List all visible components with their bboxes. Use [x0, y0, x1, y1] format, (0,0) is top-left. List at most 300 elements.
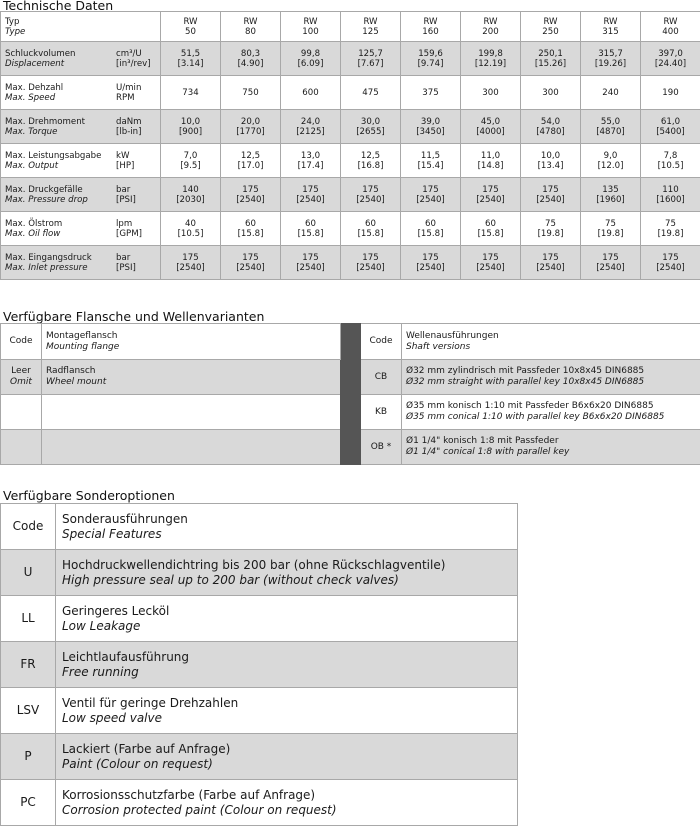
option-desc-en: High pressure seal up to 200 bar (without check valves): [62, 572, 399, 587]
unit-imperial: [PSI]: [116, 262, 136, 273]
spec-name-en: Max. Torque: [5, 126, 58, 137]
value-imperial: [2540]: [356, 262, 385, 273]
flange-desc-cell: [42, 430, 341, 465]
spec-value-cell: [281, 76, 341, 110]
value-metric: 175: [362, 184, 379, 195]
value-imperial: [7.67]: [357, 58, 384, 69]
tech-header-row: [1, 12, 700, 42]
value-metric: 159,6: [418, 48, 443, 59]
value-metric: 13,0: [300, 150, 321, 161]
value-imperial: [17.4]: [297, 160, 324, 171]
flange-header-en: Mounting flange: [46, 341, 120, 352]
option-desc-de: Hochdruckwellendichtring bis 200 bar (ohne Rückschlagventile): [62, 557, 446, 572]
value-imperial: [24.40]: [654, 58, 687, 69]
value-metric: 12,5: [240, 150, 261, 161]
spec-value-cell: [641, 76, 700, 110]
value-metric: 175: [482, 184, 499, 195]
spec-name-de: Max. Eingangsdruck: [5, 252, 92, 263]
value-imperial: [12.19]: [474, 58, 507, 69]
unit-metric: daNm: [116, 116, 142, 127]
value-metric: 397,0: [658, 48, 683, 59]
value-imperial: [2540]: [236, 262, 265, 273]
value-imperial: [2540]: [416, 194, 445, 205]
value-metric: 375: [422, 87, 439, 98]
spec-value-cell: [161, 178, 221, 212]
spec-name-en: Displacement: [5, 58, 65, 69]
value-metric: 7,0: [183, 150, 198, 161]
flange-code-cell: [1, 430, 42, 465]
model-series: RW: [363, 16, 378, 27]
value-imperial: [2540]: [536, 194, 565, 205]
spec-value-cell: [461, 144, 521, 178]
spec-value-cell: [161, 42, 221, 76]
spec-value-cell: [221, 110, 281, 144]
option-desc-en: Corrosion protected paint (Colour on request): [62, 802, 337, 817]
table-row: [1, 110, 700, 144]
table-row: [1, 42, 700, 76]
shaft-desc-en: Ø1 1/4" conical 1:8 with parallel key: [406, 447, 570, 457]
value-metric: 60: [365, 218, 376, 229]
model-size: 400: [662, 26, 679, 37]
unit-imperial: [lb-in]: [116, 126, 142, 137]
shaft-code-cell: [361, 360, 402, 395]
spec-value-cell: [401, 212, 461, 246]
value-metric: 45,0: [480, 116, 501, 127]
value-metric: 99,8: [300, 48, 321, 59]
value-imperial: [15.4]: [417, 160, 444, 171]
flange-desc-en: Wheel mount: [46, 377, 107, 387]
table-row: [1, 734, 518, 780]
option-code-cell: [1, 688, 56, 734]
option-code: P: [24, 749, 32, 763]
option-code-cell: [1, 780, 56, 826]
spec-value-cell: [581, 212, 641, 246]
spec-value-cell: [281, 144, 341, 178]
special-options-title: Verfügbare Sonderoptionen: [3, 488, 175, 503]
value-imperial: [1770]: [236, 126, 265, 137]
value-metric: 300: [482, 87, 499, 98]
spec-value-cell: [521, 178, 581, 212]
spec-label-cell: [1, 178, 161, 212]
options-header: [56, 504, 518, 550]
spec-value-cell: [221, 76, 281, 110]
value-metric: 175: [182, 252, 199, 263]
value-imperial: [1600]: [656, 194, 685, 205]
table-row: [1, 246, 700, 280]
value-imperial: [2540]: [656, 262, 685, 273]
flange-header-de: Montageflansch: [46, 330, 118, 341]
table-row: [1, 144, 700, 178]
spec-value-cell: [221, 144, 281, 178]
value-imperial: [3.14]: [177, 58, 204, 69]
value-imperial: [5400]: [656, 126, 685, 137]
value-imperial: [2655]: [356, 126, 385, 137]
options-code-header: [1, 504, 56, 550]
value-metric: 315,7: [598, 48, 623, 59]
value-metric: 20,0: [240, 116, 261, 127]
shaft-code-cell: [361, 395, 402, 430]
value-metric: 60: [305, 218, 316, 229]
model-size: 250: [542, 26, 559, 37]
option-desc-en: Paint (Colour on request): [62, 756, 213, 771]
flange-desc-cell: [42, 360, 341, 395]
value-metric: 51,5: [180, 48, 201, 59]
value-imperial: [19.8]: [537, 228, 564, 239]
spec-value-cell: [521, 42, 581, 76]
value-metric: 39,0: [420, 116, 441, 127]
model-header-cell: [161, 12, 221, 42]
value-metric: 60: [425, 218, 436, 229]
value-imperial: [2540]: [476, 194, 505, 205]
option-desc-de: Korrosionsschutzfarbe (Farbe auf Anfrage): [62, 787, 316, 802]
model-size: 315: [602, 26, 619, 37]
spec-value-cell: [461, 42, 521, 76]
value-metric: 60: [245, 218, 256, 229]
spec-name-en: Max. Speed: [5, 92, 56, 103]
option-desc-en: Low speed valve: [62, 710, 162, 725]
spec-value-cell: [461, 212, 521, 246]
value-metric: 125,7: [358, 48, 383, 59]
spec-value-cell: [461, 246, 521, 280]
model-header-cell: [641, 12, 700, 42]
spec-value-cell: [521, 76, 581, 110]
value-metric: 135: [602, 184, 619, 195]
spec-value-cell: [401, 246, 461, 280]
table-row: [1, 688, 518, 734]
value-metric: 300: [542, 87, 559, 98]
model-series: RW: [603, 16, 618, 27]
unit-imperial: [HP]: [116, 160, 135, 171]
spec-value-cell: [401, 110, 461, 144]
value-imperial: [19.26]: [594, 58, 627, 69]
value-metric: 250,1: [538, 48, 563, 59]
flange-code-header: [1, 324, 42, 360]
option-desc-de: Ventil für geringe Drehzahlen: [62, 695, 239, 710]
spec-value-cell: [521, 110, 581, 144]
value-metric: 175: [302, 252, 319, 263]
value-metric: 175: [422, 184, 439, 195]
spec-value-cell: [281, 42, 341, 76]
model-header-cell: [521, 12, 581, 42]
spec-value-cell: [581, 144, 641, 178]
options-header-row: [1, 504, 518, 550]
option-desc-de: Geringeres Lecköl: [62, 603, 170, 618]
option-desc-de: Leichtlaufausführung: [62, 649, 190, 664]
value-metric: 175: [542, 184, 559, 195]
value-metric: 40: [185, 218, 196, 229]
column-separator: [341, 324, 361, 465]
model-header-cell: [341, 12, 401, 42]
unit-metric: bar: [116, 252, 131, 263]
spec-value-cell: [341, 246, 401, 280]
value-metric: 175: [242, 252, 259, 263]
spec-name-de: Max. Druckgefälle: [5, 184, 83, 195]
spec-value-cell: [221, 178, 281, 212]
option-code: PC: [20, 795, 36, 809]
value-metric: 9,0: [603, 150, 618, 161]
table-row: [1, 212, 700, 246]
model-header-cell: [221, 12, 281, 42]
value-imperial: [10.5]: [657, 160, 684, 171]
model-header-cell: [581, 12, 641, 42]
value-imperial: [14.8]: [477, 160, 504, 171]
spec-value-cell: [461, 110, 521, 144]
model-series: RW: [183, 16, 198, 27]
value-metric: 7,8: [663, 150, 678, 161]
spec-value-cell: [461, 178, 521, 212]
option-desc-cell: [56, 642, 518, 688]
option-desc-cell: [56, 780, 518, 826]
value-metric: 75: [605, 218, 616, 229]
value-imperial: [4000]: [476, 126, 505, 137]
value-metric: 750: [242, 87, 259, 98]
option-desc-de: Lackiert (Farbe auf Anfrage): [62, 741, 231, 756]
spec-value-cell: [581, 76, 641, 110]
spec-name-en: Max. Oil flow: [5, 228, 61, 239]
unit-metric: cm³/U: [116, 48, 142, 59]
special-options-table: [0, 503, 518, 826]
value-imperial: [2540]: [236, 194, 265, 205]
option-code: FR: [20, 657, 36, 671]
spec-value-cell: [641, 110, 700, 144]
model-size: 100: [302, 26, 319, 37]
value-metric: 175: [542, 252, 559, 263]
flange-desc-de: Radflansch: [46, 366, 96, 376]
option-desc-en: Free running: [62, 664, 139, 679]
spec-value-cell: [521, 246, 581, 280]
value-imperial: [6.09]: [297, 58, 324, 69]
model-size: 125: [362, 26, 379, 37]
value-imperial: [2540]: [176, 262, 205, 273]
spec-value-cell: [281, 246, 341, 280]
spec-value-cell: [161, 212, 221, 246]
spec-value-cell: [581, 42, 641, 76]
option-code: LSV: [16, 703, 40, 717]
value-imperial: [12.0]: [597, 160, 624, 171]
spec-value-cell: [161, 144, 221, 178]
spec-value-cell: [641, 212, 700, 246]
spec-value-cell: [401, 42, 461, 76]
type-label-en: Type: [5, 26, 26, 37]
flange-shaft-table: [0, 323, 700, 465]
spec-value-cell: [641, 246, 700, 280]
value-imperial: [4870]: [596, 126, 625, 137]
value-imperial: [4780]: [536, 126, 565, 137]
value-metric: 30,0: [360, 116, 381, 127]
table-row: [1, 642, 518, 688]
spec-value-cell: [521, 144, 581, 178]
shaft-header: [402, 324, 700, 360]
spec-value-cell: [401, 144, 461, 178]
shaft-header-en: Shaft versions: [406, 341, 471, 352]
value-imperial: [2540]: [296, 262, 325, 273]
flange-header: [42, 324, 341, 360]
code-header-label: Code: [9, 336, 33, 346]
spec-value-cell: [461, 76, 521, 110]
value-metric: 175: [602, 252, 619, 263]
spec-name-en: Max. Pressure drop: [5, 194, 88, 205]
spec-value-cell: [581, 178, 641, 212]
value-metric: 734: [182, 87, 199, 98]
value-imperial: [15.8]: [417, 228, 444, 239]
flange-header-row: [1, 324, 700, 360]
flange-code-en: Omit: [10, 377, 32, 387]
value-metric: 24,0: [300, 116, 321, 127]
model-header-cell: [401, 12, 461, 42]
option-code-cell: [1, 550, 56, 596]
value-imperial: [19.8]: [657, 228, 684, 239]
value-metric: 55,0: [600, 116, 621, 127]
value-metric: 12,5: [360, 150, 381, 161]
spec-name-de: Max. Leistungsabgabe: [5, 150, 102, 161]
spec-value-cell: [341, 110, 401, 144]
shaft-code: OB *: [370, 441, 392, 452]
spec-name-en: Max. Output: [5, 160, 59, 171]
spec-value-cell: [341, 212, 401, 246]
model-series: RW: [423, 16, 438, 27]
flange-code-cell: [1, 395, 42, 430]
value-metric: 61,0: [660, 116, 681, 127]
shaft-desc-en: Ø35 mm conical 1:10 with parallel key B6x6x20 DIN6885: [406, 412, 665, 422]
model-header-cell: [281, 12, 341, 42]
spec-value-cell: [281, 178, 341, 212]
value-imperial: [2540]: [416, 262, 445, 273]
table-row: [1, 596, 518, 642]
shaft-code-header: [361, 324, 402, 360]
model-series: RW: [303, 16, 318, 27]
value-metric: 240: [602, 87, 619, 98]
option-code-cell: [1, 734, 56, 780]
spec-value-cell: [641, 144, 700, 178]
option-code-cell: [1, 642, 56, 688]
type-label-cell: [1, 12, 161, 42]
code-header-label: Code: [12, 519, 44, 533]
value-imperial: [2540]: [536, 262, 565, 273]
value-metric: 54,0: [540, 116, 561, 127]
spec-name-en: Max. Inlet pressure: [5, 262, 88, 273]
shaft-desc-en: Ø32 mm straight with parallel key 10x8x45 DIN6885: [406, 377, 645, 387]
value-imperial: [2540]: [476, 262, 505, 273]
spec-name-de: Max. Dehzahl: [5, 82, 64, 93]
value-imperial: [2125]: [296, 126, 325, 137]
shaft-desc-de: Ø32 mm zylindrisch mit Passfeder 10x8x45 DIN6885: [406, 366, 645, 376]
value-imperial: [2540]: [356, 194, 385, 205]
flange-shaft-title: Verfügbare Flansche und Wellenvarianten: [3, 309, 265, 324]
option-code: LL: [21, 611, 35, 625]
value-imperial: [4.90]: [237, 58, 264, 69]
value-imperial: [10.5]: [177, 228, 204, 239]
value-imperial: [9.5]: [180, 160, 201, 171]
spec-value-cell: [341, 178, 401, 212]
value-imperial: [15.8]: [237, 228, 264, 239]
option-code-cell: [1, 596, 56, 642]
model-size: 200: [482, 26, 499, 37]
flange-code-cell: [1, 360, 42, 395]
unit-imperial: [PSI]: [116, 194, 136, 205]
type-label-de: Typ: [5, 16, 20, 27]
shaft-header-de: Wellenausführungen: [406, 330, 499, 341]
value-imperial: [1960]: [596, 194, 625, 205]
value-metric: 175: [362, 252, 379, 263]
unit-imperial: [in³/rev]: [116, 58, 151, 69]
flange-code-de: Leer: [11, 366, 31, 376]
value-metric: 175: [422, 252, 439, 263]
value-imperial: [15.26]: [534, 58, 567, 69]
value-imperial: [15.8]: [477, 228, 504, 239]
spec-value-cell: [281, 212, 341, 246]
value-imperial: [15.8]: [297, 228, 324, 239]
options-header-de: Sonderausführungen: [62, 511, 188, 526]
value-metric: 110: [662, 184, 679, 195]
value-metric: 600: [302, 87, 319, 98]
option-desc-en: Low Leakage: [62, 618, 141, 633]
value-metric: 175: [242, 184, 259, 195]
spec-label-cell: [1, 42, 161, 76]
spec-value-cell: [581, 246, 641, 280]
value-metric: 175: [482, 252, 499, 263]
spec-value-cell: [401, 178, 461, 212]
table-row: [1, 780, 518, 826]
value-imperial: [2030]: [176, 194, 205, 205]
tech-data-title: Technische Daten: [3, 0, 114, 13]
model-size: 80: [245, 26, 256, 37]
option-desc-cell: [56, 688, 518, 734]
shaft-code: CB: [374, 371, 388, 382]
model-size: 160: [422, 26, 439, 37]
value-metric: 140: [182, 184, 199, 195]
model-series: RW: [543, 16, 558, 27]
spec-label-cell: [1, 110, 161, 144]
value-metric: 475: [362, 87, 379, 98]
option-desc-cell: [56, 734, 518, 780]
value-imperial: [16.8]: [357, 160, 384, 171]
shaft-desc-de: Ø35 mm konisch 1:10 mit Passfeder B6x6x20 DIN6885: [406, 401, 654, 411]
value-metric: 199,8: [478, 48, 503, 59]
shaft-desc-cell: [402, 360, 700, 395]
unit-imperial: RPM: [116, 92, 135, 103]
value-imperial: [17.0]: [237, 160, 264, 171]
option-code: U: [23, 565, 33, 579]
model-size: 50: [185, 26, 196, 37]
value-metric: 11,5: [420, 150, 441, 161]
value-imperial: [13.4]: [537, 160, 564, 171]
value-metric: 11,0: [480, 150, 501, 161]
value-metric: 10,0: [180, 116, 201, 127]
value-metric: 75: [545, 218, 556, 229]
model-series: RW: [483, 16, 498, 27]
model-header-cell: [461, 12, 521, 42]
spec-value-cell: [161, 76, 221, 110]
spec-name-de: Schluckvolumen: [5, 48, 76, 59]
spec-value-cell: [401, 76, 461, 110]
spec-value-cell: [161, 110, 221, 144]
spec-name-de: Max. Ölstrom: [5, 218, 63, 229]
unit-metric: lpm: [116, 218, 133, 229]
value-imperial: [15.8]: [357, 228, 384, 239]
value-imperial: [2540]: [596, 262, 625, 273]
value-imperial: [2540]: [296, 194, 325, 205]
spec-value-cell: [581, 110, 641, 144]
shaft-code-cell: [361, 430, 402, 465]
spec-value-cell: [341, 144, 401, 178]
model-series: RW: [663, 16, 678, 27]
option-desc-cell: [56, 550, 518, 596]
spec-name-de: Max. Drehmoment: [5, 116, 86, 127]
spec-label-cell: [1, 246, 161, 280]
table-row: [1, 76, 700, 110]
spec-value-cell: [641, 42, 700, 76]
spec-label-cell: [1, 76, 161, 110]
